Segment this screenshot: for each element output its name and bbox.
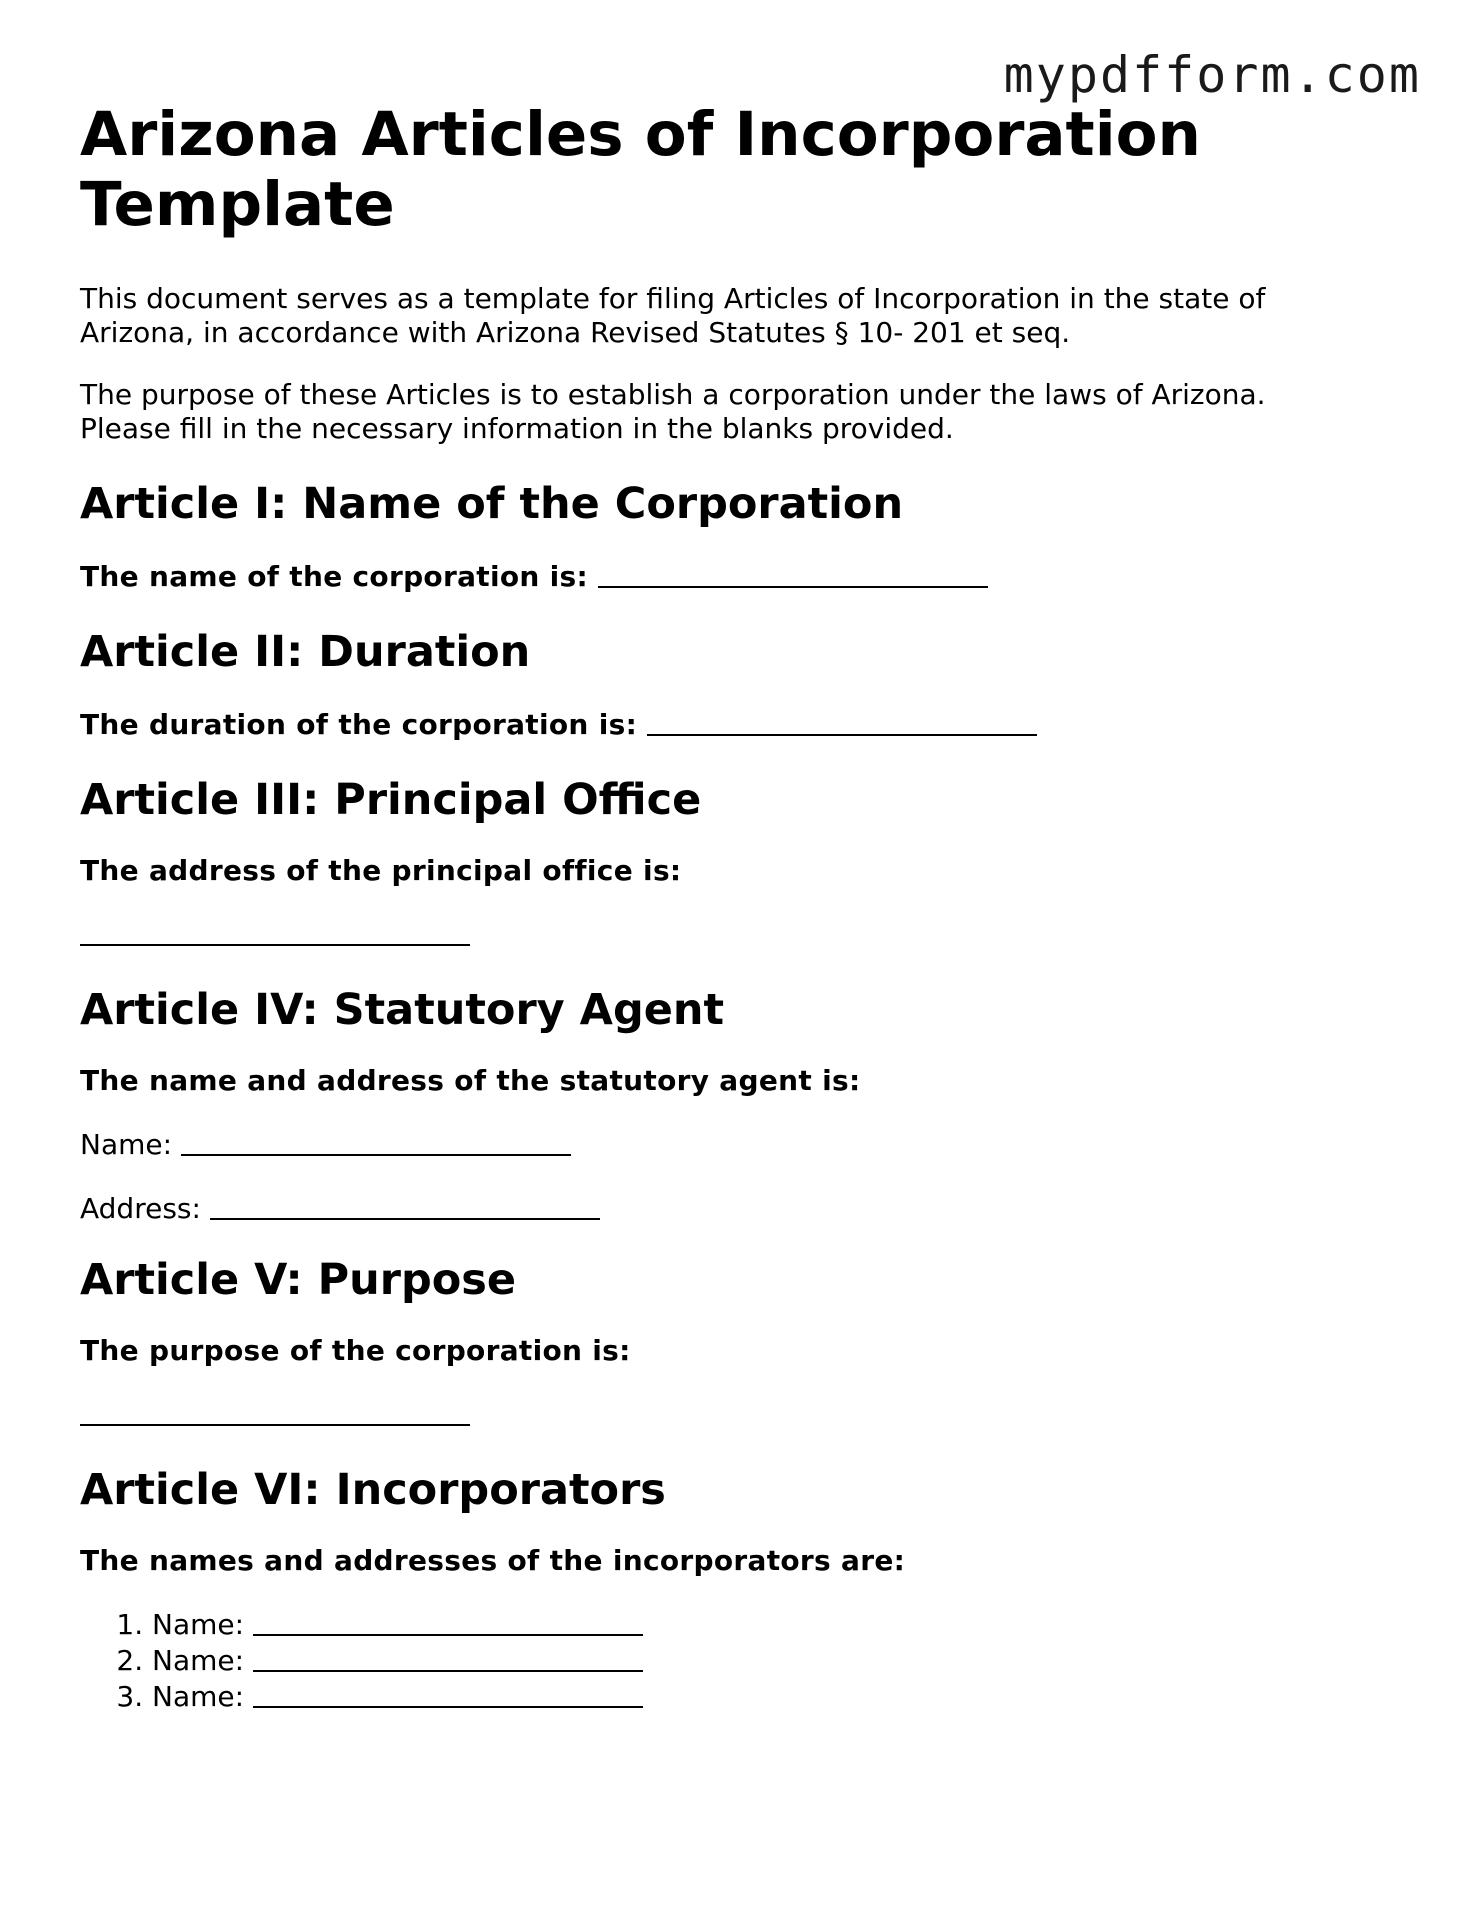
agent-name-label: Name:	[80, 1128, 173, 1161]
list-item	[152, 1642, 1380, 1678]
page-title: Arizona Articles of Incorporation Template	[80, 99, 1201, 240]
article-2-field	[80, 706, 1380, 742]
article-6-heading: Article VI: Incorporators	[80, 1465, 666, 1515]
article-1-heading: Article I: Name of the Corporation	[80, 479, 904, 529]
principal-office-label: The address of the principal office is:	[80, 854, 682, 887]
intro-paragraph-1: This document serves as a template for filing Articles of Incorporation in the state of Arizona, in accordance with Arizona Revised Statutes § 10- 201 et seq.	[80, 282, 1266, 349]
article-3	[80, 774, 1380, 946]
statutory-agent-label: The name and address of the statutory agent is:	[80, 1064, 861, 1097]
incorporators-list	[80, 1606, 1380, 1714]
article-1-field	[80, 558, 1380, 594]
principal-office-blank[interactable]	[80, 928, 470, 946]
list-item	[152, 1606, 1380, 1642]
agent-address-field	[80, 1190, 1380, 1226]
article-2-heading: Article II: Duration	[80, 627, 531, 677]
article-4-heading: Article IV: Statutory Agent	[80, 985, 725, 1035]
duration-label: The duration of the corporation is:	[80, 708, 638, 741]
purpose-label: The purpose of the corporation is:	[80, 1334, 631, 1367]
agent-name-blank[interactable]	[181, 1128, 571, 1156]
agent-address-label: Address:	[80, 1192, 201, 1225]
watermark: mypdfform.com	[1003, 46, 1421, 104]
corporation-name-blank[interactable]	[598, 560, 988, 588]
corporation-name-label: The name of the corporation is:	[80, 560, 589, 593]
article-3-heading: Article III: Principal Office	[80, 775, 702, 825]
article-1	[80, 478, 1380, 594]
article-5-heading: Article V: Purpose	[80, 1255, 517, 1305]
article-4	[80, 984, 1380, 1226]
incorporator-2-label: Name:	[152, 1644, 245, 1677]
incorporator-1-blank[interactable]	[253, 1608, 643, 1636]
agent-address-blank[interactable]	[210, 1192, 600, 1220]
agent-name-field	[80, 1126, 1380, 1162]
incorporator-3-blank[interactable]	[253, 1680, 643, 1708]
purpose-blank[interactable]	[80, 1408, 470, 1426]
incorporators-label: The names and addresses of the incorporators are:	[80, 1544, 906, 1577]
incorporator-1-label: Name:	[152, 1608, 245, 1641]
article-2	[80, 626, 1380, 742]
article-5	[80, 1254, 1380, 1426]
article-6	[80, 1464, 1380, 1714]
incorporator-2-blank[interactable]	[253, 1644, 643, 1672]
list-item	[152, 1678, 1380, 1714]
document-page	[80, 100, 1380, 1714]
incorporator-3-label: Name:	[152, 1680, 245, 1713]
duration-blank[interactable]	[647, 708, 1037, 736]
intro-paragraph-2: The purpose of these Articles is to establish a corporation under the laws of Arizona. Please fill in the necessary information in the blanks provided.	[80, 378, 1266, 445]
